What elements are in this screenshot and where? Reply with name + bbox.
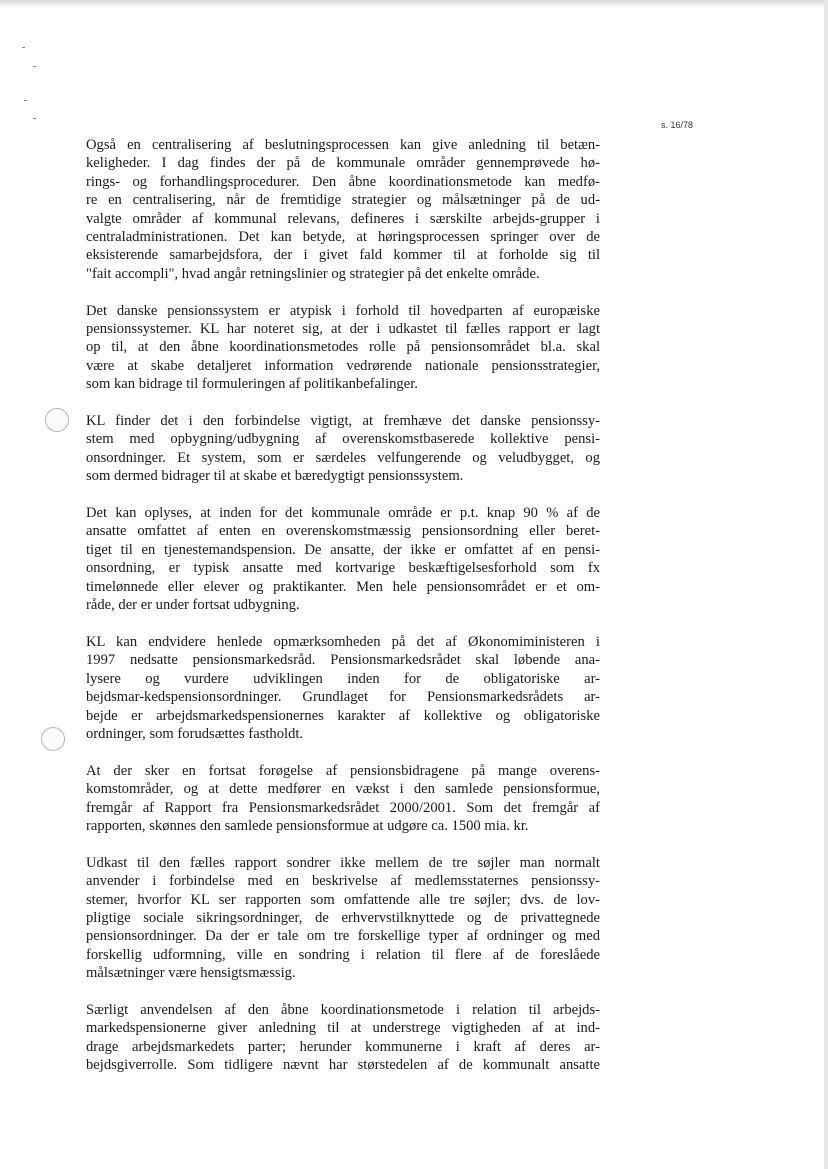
text-line: fremgår af Rapport fra Pensionsmarkedsrådet 2000/2001. Som det fremgår af <box>86 799 600 816</box>
text-line: "fait accompli", hvad angår retningslinier og strategier på det enkelte område. <box>86 265 540 282</box>
text-line: komstområder, og at dette medfører en vækst i den samlede pensionsformue, <box>86 781 600 798</box>
text-line: KL finder det i den forbindelse vigtigt, at fremhæve det danske pensionssy- <box>86 413 600 430</box>
text-line: bejdsmar-kedspensionsordninger. Grundlaget for Pensionsmarkedsrådets ar- <box>86 689 600 706</box>
text-line: pensionssystemer. KL har noteret sig, at der i udkastet til fælles rapport er lagt <box>86 321 600 338</box>
text-line: forskellig udformning, ville en sondring i relation til flere af de foreslåede <box>86 946 600 963</box>
scan-top-edge <box>0 0 828 8</box>
text-line: At der sker en fortsat forøgelse af pensionsbidragene på mange overens- <box>86 762 600 779</box>
paragraph <box>86 633 600 743</box>
text-line: rapporten, skønnes den samlede pensionsformue at udgøre ca. 1500 mia. kr. <box>86 817 529 834</box>
text-line: keligheder. I dag findes der på de kommunale områder gennemprøvede hø- <box>86 155 600 172</box>
text-line: Det danske pensionssystem er atypisk i forhold til hovedparten af europæiske <box>86 302 600 319</box>
text-line: eksisterende samarbejdsfora, der i givet fald kommer til at forholde sig til <box>86 247 600 264</box>
text-line: KL kan endvidere henlede opmærksomheden på det af Økonomiministeren i <box>86 633 600 650</box>
scan-speck <box>33 118 36 119</box>
text-line: onsordning, er typisk ansatte med kortvarige beskæftigelsesforhold som fx <box>86 560 600 577</box>
text-line: råde, der er under fortsat udbygning. <box>86 597 300 614</box>
text-line: onsordninger. Et system, som er særdeles velfungerende og veludbygget, og <box>86 449 600 466</box>
paragraph <box>86 504 600 614</box>
text-line: valgte områder af kommunal relevans, defineres i særskilte arbejds-grupper i <box>86 210 600 227</box>
text-line: centraladministrationen. Det kan betyde, at høringsprocessen springer over de <box>86 229 600 246</box>
text-line: op til, at den åbne koordinationsmetodes rolle på pensionsområdet bl.a. skal <box>86 339 600 356</box>
text-line: som kan bidrage til formuleringen af politikanbefalinger. <box>86 376 418 393</box>
text-line: pensionsordninger. Da der er tale om tre forskellige typer af ordninger og med <box>86 928 600 945</box>
body-text <box>86 136 600 1093</box>
scan-speck <box>22 47 25 48</box>
text-line: 1997 nedsatte pensionsmarkedsråd. Pensionsmarkedsrådet skal løbende ana- <box>86 652 600 669</box>
text-line: være at skabe detaljeret information vedrørende nationale pensionsstrategier, <box>86 357 600 374</box>
page-number: s. 16/78 <box>661 120 694 130</box>
paragraph <box>86 1001 600 1075</box>
scan-speck <box>33 66 36 67</box>
text-line: ordninger, som forudsættes fastholdt. <box>86 725 304 742</box>
text-line: ansatte omfattet af enten en overenskomstmæssig pensionsordning eller beret- <box>86 523 600 540</box>
text-line: anvender i forbindelse med en beskrivelse af medlemsstaternes pensionssy- <box>86 873 600 890</box>
punch-hole <box>41 727 65 751</box>
text-line: Udkast til den fælles rapport sondrer ikke mellem de tre søjler man normalt <box>86 854 600 871</box>
text-line: Også en centralisering af beslutningsprocessen kan give anledning til betæn- <box>86 137 600 153</box>
paragraph <box>86 136 600 283</box>
text-line: timelønnede eller elever og praktikanter. Men hele pensionsområdet er et om- <box>86 578 600 595</box>
text-line: tiget til en tjenestemandspension. De ansatte, der ikke er omfattet af en pensi- <box>86 541 600 558</box>
text-line: rings- og forhandlingsprocedurer. Den åbne koordinationsmetode kan medfø- <box>86 173 600 190</box>
text-line: markedspensionerne giver anledning til at understrege vigtigheden af at ind- <box>86 1020 600 1037</box>
text-line: re en centralisering, når de fremtidige strategier og målsætninger på de ud- <box>86 192 600 209</box>
text-line: som dermed bidrager til at skabe et bæredygtigt pensionssystem. <box>86 468 464 485</box>
scan-right-edge <box>824 0 828 1169</box>
text-line: stemer, hvorfor KL ser rapporten som omfattende alle tre søjler; dvs. de lov- <box>86 891 600 908</box>
scan-speck <box>24 100 27 101</box>
paragraph <box>86 412 600 486</box>
paragraph <box>86 762 600 836</box>
text-line: målsætninger være hensigtsmæssig. <box>86 965 296 982</box>
text-line: Særligt anvendelsen af den åbne koordinationsmetode i relation til arbejds- <box>86 1001 600 1018</box>
paragraph <box>86 302 600 394</box>
text-line: bejde er arbejdsmarkedspensionernes karakter af kollektive og obligatoriske <box>86 707 600 724</box>
text-line: Det kan oplyses, at inden for det kommunale område er p.t. knap 90 % af de <box>86 505 600 522</box>
paragraph <box>86 854 600 983</box>
text-line: drage arbejdsmarkedets parter; herunder kommunerne i kraft af deres ar- <box>86 1038 600 1055</box>
text-line: pligtige sociale sikringsordninger, de erhvervstilknyttede og de privattegnede <box>86 909 600 926</box>
text-line: bejdsgiverrolle. Som tidligere nævnt har størstedelen af de kommunalt ansatte <box>86 1057 600 1074</box>
punch-hole <box>45 408 69 432</box>
text-line: lysere og vurdere udviklingen inden for de obligatoriske ar- <box>86 670 600 687</box>
text-line: stem med opbygning/udbygning af overenskomstbaserede kollektive pensi- <box>86 431 600 448</box>
